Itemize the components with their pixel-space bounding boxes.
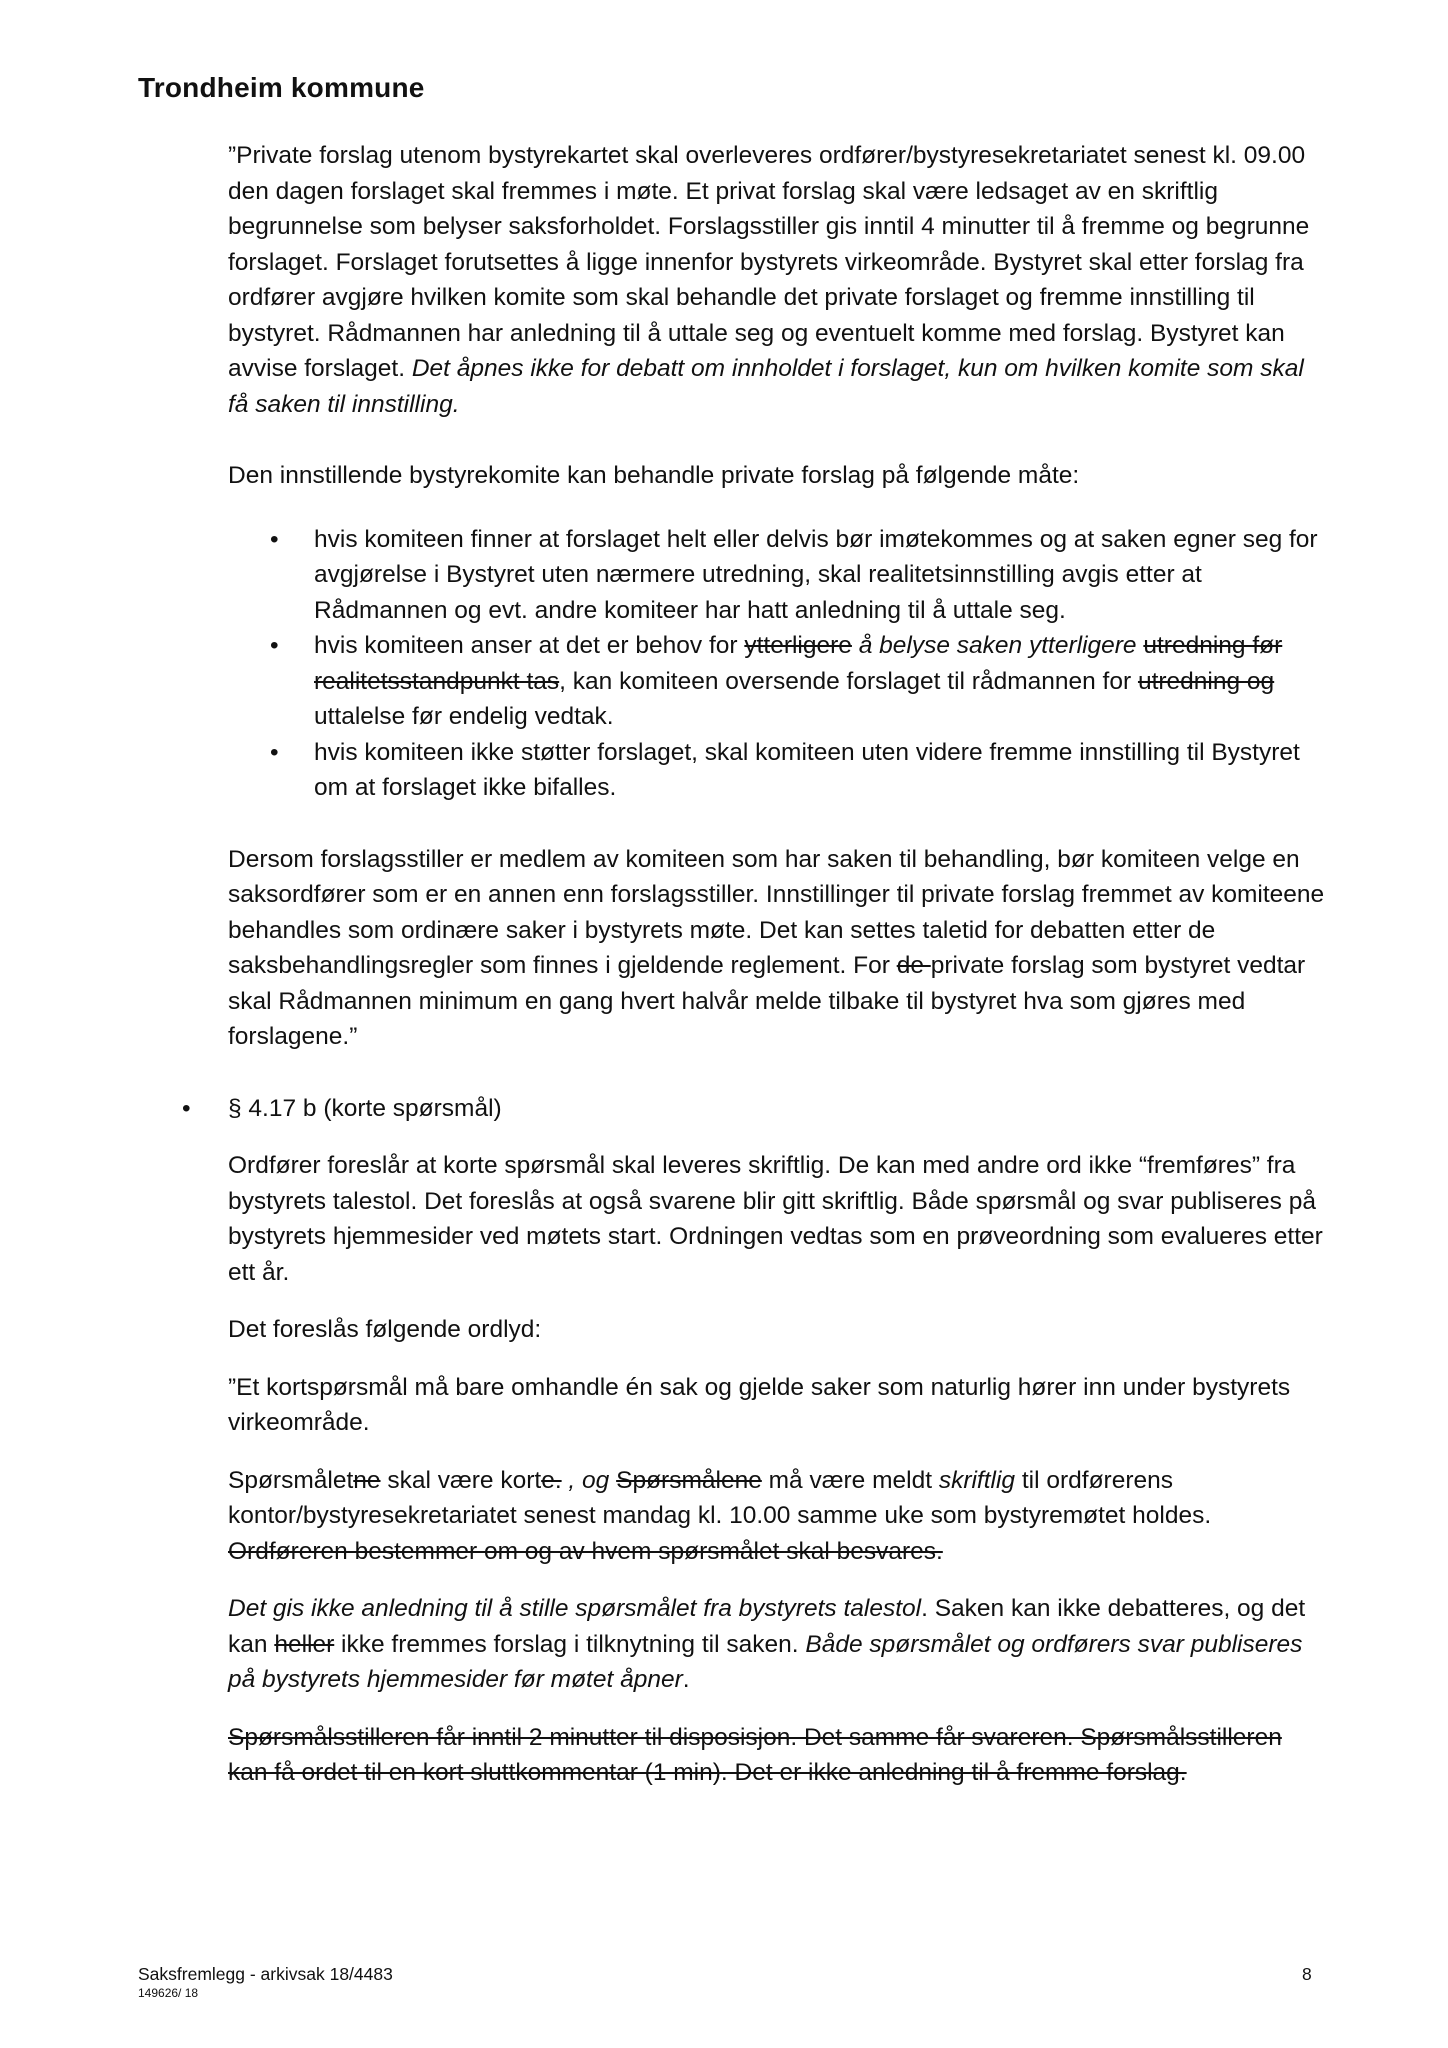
paragraph-detgis	[228, 1591, 1328, 1698]
footer-case-number: Saksfremlegg - arkivsak 18/4483	[138, 1964, 393, 1984]
list-item-text: hvis komiteen ikke støtter forslaget, skal komiteen uten videre fremme innstilling til Bystyret om at forslaget ikke bifalles.	[314, 738, 1300, 801]
list-item-text: hvis komiteen finner at forslaget helt eller delvis bør imøtekommes og at saken egner seg for avgjørelse i Bystyret uten nærmere utredning, skal realitetsinnstilling avgis etter at Rådmannen og evt. andre komiteer har hatt anledning til å uttale seg.	[314, 525, 1318, 624]
list-item	[228, 628, 1328, 735]
bullet-icon: •	[270, 632, 279, 659]
paragraph-dersom	[228, 842, 1328, 1055]
text-run: private forslag som bystyret vedtar skal Rådmannen minimum en gang hvert halvår melde tilbake til bystyret hva som gjøres med forslagene.”	[228, 952, 1306, 1050]
italic-run: Det gis ikke anledning til å stille spørsmålet fra bystyrets talestol	[228, 1595, 922, 1622]
text-run: ikke fremmes forslag i tilknytning til saken.	[334, 1630, 806, 1658]
bullet-icon: •	[270, 738, 279, 766]
text-run: hvis komiteen anser at det er behov for	[314, 632, 745, 659]
list-item	[228, 735, 1328, 806]
strikethrough-run: Spørsmålsstilleren får inntil 2 minutter til disposisjon. Det samme får svareren. Spørsmålsstilleren kan få ordet til en kort sluttkommentar (1 min). Det er ikke anledning til å fremme forslag.	[228, 1723, 1282, 1786]
text-run: ”Private forslag utenom bystyrekartet skal overleveres ordfører/bystyresekretariatet senest kl. 09.00 den dagen forslaget skal fremmes i møte. Et privat forslag skal være ledsaget av en skriftlig begrunnelse som belyser saksforholdet. Forslagsstiller gis inntil 4 minutter til å fremme og begrunne forslaget. Forslaget forutsettes å ligge innenfor bystyrets virkeområde. Bystyret skal etter forslag fra ordfører avgjøre hvilken komite som skal behandle det private forslaget og fremme innstilling til bystyret. Rådmannen har anledning til å uttale seg og eventuelt komme med forslag. Bystyret kan avvise forslaget.	[228, 142, 1310, 382]
italic-run: , og	[561, 1466, 610, 1494]
quote-paragraph-private-forslag	[228, 138, 1328, 422]
text-run: uttalelse før endelig vedtak.	[314, 703, 614, 730]
strikethrough-run: e.	[541, 1466, 562, 1494]
intro-paragraph: Den innstillende bystyrekomite kan behandle private forslag på følgende måte:	[228, 462, 1080, 489]
header-title: Trondheim kommune	[138, 72, 425, 103]
paragraph-kortsporsmal: ”Et kortspørsmål må bare omhandle én sak og gjelde saker som naturlig hører inn under bystyrets virkeområde.	[228, 1373, 1291, 1436]
bullet-icon: •	[182, 1094, 191, 1122]
strikethrough-run: Spørsmålene	[616, 1466, 762, 1494]
text-run: må være meldt	[761, 1466, 939, 1494]
list-item	[228, 522, 1328, 629]
text-run: skal være kort	[380, 1466, 542, 1494]
bullet-icon: •	[270, 525, 279, 553]
text-run: , kan komiteen oversende forslaget til rådmannen for	[559, 667, 1138, 695]
paragraph-sporsmalet	[228, 1463, 1328, 1570]
strikethrough-run: heller	[274, 1630, 335, 1658]
text-run: Spørsmålet	[228, 1466, 354, 1494]
strikethrough-run: de	[896, 952, 931, 979]
text-run: til ordførerens kontor/bystyresekretariatet senest mandag kl. 10.00 samme uke som bystyremøtet holdes.	[228, 1466, 1212, 1529]
italic-run: Det åpnes ikke for debatt om innholdet i forslaget, kun om hvilken komite som skal få saken til innstilling.	[228, 355, 1304, 418]
document-body	[182, 138, 1328, 1791]
page-number: 8	[1302, 1964, 1312, 1984]
strikethrough-run: ytterligere	[744, 632, 852, 659]
italic-run: skriftlig	[938, 1466, 1016, 1494]
strikethrough-run: Ordføreren bestemmer om og av hvem spørsmålet skal besvares.	[228, 1537, 943, 1565]
strikethrough-run: utredning før realitetsstandpunkt tas	[314, 632, 1283, 695]
bullet-list	[228, 522, 1328, 806]
text-run: .	[682, 1666, 690, 1693]
footer	[138, 1963, 393, 2001]
italic-run: å belyse saken ytterligere	[851, 632, 1137, 659]
text-run: . Saken kan ikke debatteres, og det kan	[228, 1595, 1306, 1658]
paragraph-foreslas: Det foreslås følgende ordlyd:	[228, 1316, 542, 1343]
strikethrough-run: ne	[353, 1466, 381, 1494]
section-heading-text: § 4.17 b (korte spørsmål)	[228, 1094, 502, 1122]
text-run: Dersom forslagsstiller er medlem av komiteen som har saken til behandling, bør komiteen velge en saksordfører som er en annen enn forslagsstiller. Innstillinger til private forslag fremmet av komiteene behandles som ordinære saker i bystyrets møte. Det kan settes taletid for debatten etter de saksbehandlingsregler som finnes i gjeldende reglement. For	[228, 845, 1325, 979]
paragraph-ordforer: Ordfører foreslår at korte spørsmål skal leveres skriftlig. De kan med andre ord ikke “fremføres” fra bystyrets talestol. Det foreslås at også svarene blir gitt skriftlig. Både spørsmål og svar publiseres på bystyrets hjemmesider ved møtets start. Ordningen vedtas som en prøveordning som evalueres etter ett år.	[228, 1152, 1323, 1286]
section-heading-bullet	[182, 1091, 1328, 1127]
strikethrough-run: utredning og	[1137, 667, 1275, 695]
footer-reference: 149626/ 18	[138, 1986, 199, 2000]
italic-run: Både spørsmålet og ordførers svar publiseres på bystyrets hjemmesider før møtet åpner	[228, 1630, 1303, 1693]
paragraph-struck	[228, 1720, 1328, 1791]
